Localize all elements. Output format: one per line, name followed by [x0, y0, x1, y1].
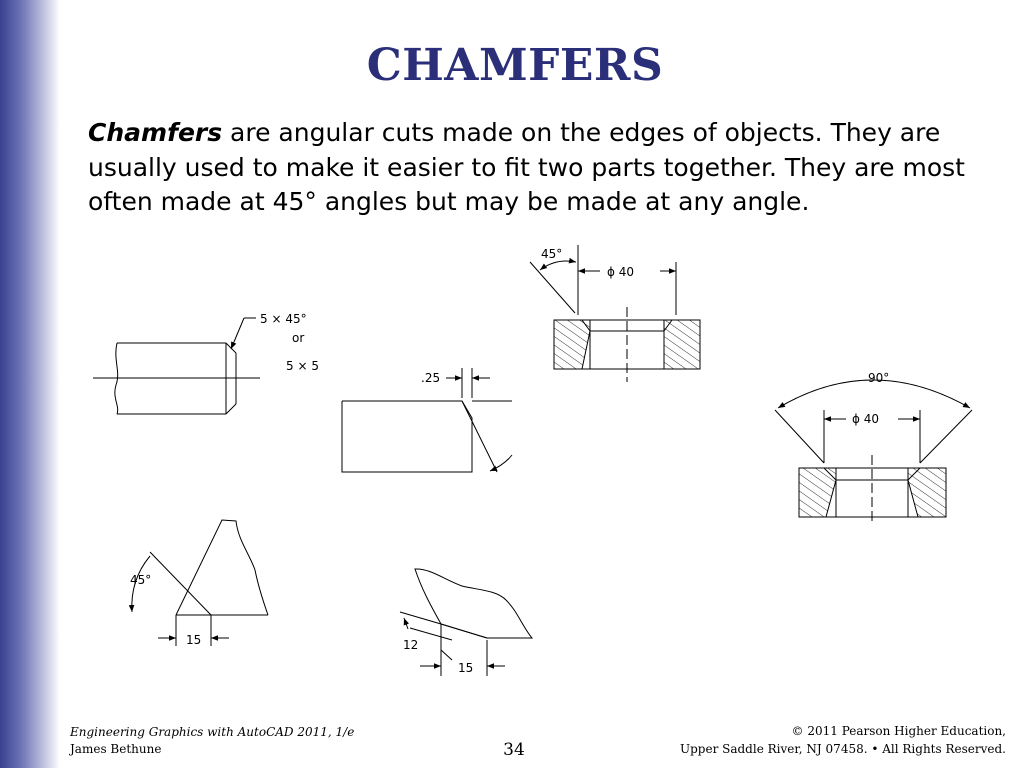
figure-shaft — [93, 312, 319, 414]
countersink-90-angle: 90° — [868, 371, 890, 385]
footer-copyright — [680, 722, 1006, 758]
figure-corner-12x15 — [400, 569, 532, 676]
shaft-callout-2: or — [292, 331, 305, 345]
figure-corner-45 — [130, 520, 268, 647]
copyright-line-2: Upper Saddle River, NJ 07458. • All Rights Reserved. — [680, 742, 1006, 756]
figure-countersink-90 — [775, 371, 972, 525]
shaft-callout-1: 5 × 45° — [260, 312, 307, 326]
body-term: Chamfers — [88, 118, 223, 147]
countersink-45-angle: 45° — [541, 247, 563, 261]
figure-countersink-45 — [530, 245, 700, 382]
corner-45-length: 15 — [186, 633, 202, 647]
footer-book-info — [70, 724, 354, 758]
copyright-line-1: © 2011 Pearson Higher Education, — [791, 724, 1006, 738]
corner-45-angle: 45° — [130, 573, 152, 587]
corner-12x15-a: 12 — [403, 638, 419, 652]
figure-block — [342, 368, 512, 472]
block-dim: .25 — [421, 371, 441, 385]
countersink-45-diameter: ϕ 40 — [607, 265, 634, 279]
countersink-90-diameter: ϕ 40 — [852, 412, 879, 426]
slide-title: CHAMFERS — [366, 40, 664, 91]
shaft-callout-3: 5 × 5 — [286, 359, 319, 373]
footer-author: James Bethune — [70, 742, 162, 756]
page-number: 34 — [503, 740, 525, 760]
corner-12x15-b: 15 — [458, 661, 474, 675]
body-text: are angular cuts made on the edges of objects. They are usually used to make it easier to fit two parts together. They are most often made at 45° angles but may be made at any angle. — [88, 118, 965, 216]
footer-book-title: Engineering Graphics with AutoCAD 2011, 1/e — [70, 725, 355, 739]
